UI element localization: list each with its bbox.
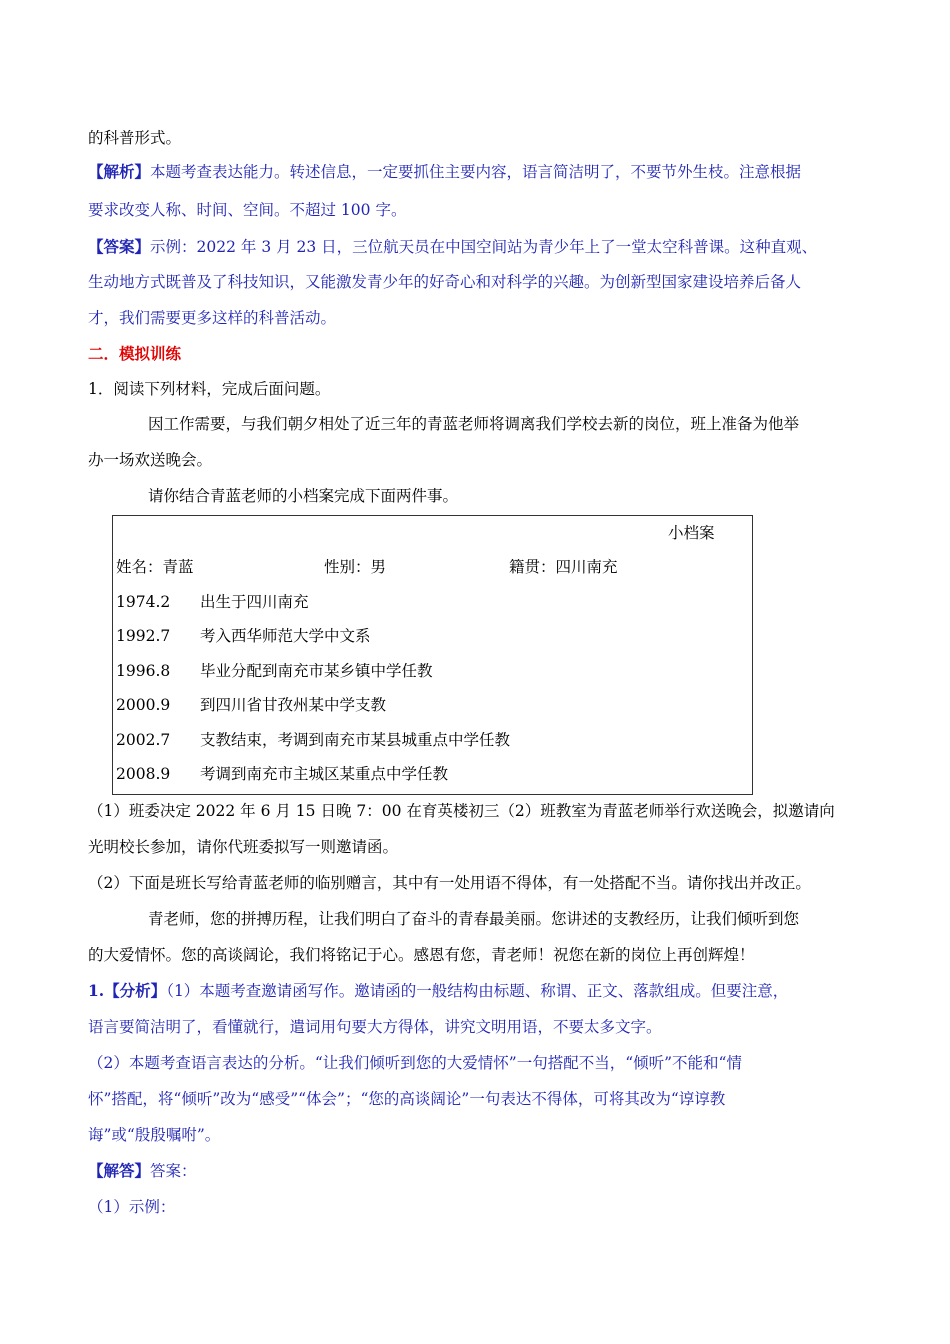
event-date: 2002.7 xyxy=(116,731,171,749)
solution-label: 1.【分析】 xyxy=(88,981,167,1000)
solution-line: （2）本题考查语言表达的分析。“让我们倾听到您的大爱情怀”一句搭配不当，“倾听”不能和“情 xyxy=(88,1054,742,1072)
event-text: 出生于四川南充 xyxy=(200,593,309,611)
analysis-text: 本题考查表达能力。转述信息，一定要抓住主要内容，语言简洁明了，不要节外生枝。注意根据 xyxy=(150,163,802,181)
profile-box xyxy=(112,515,753,795)
event-text: 考调到南充市主城区某重点中学任教 xyxy=(200,765,449,783)
answer-line: 才，我们需要更多这样的科普活动。 xyxy=(88,309,337,327)
answer-label: 【答案】 xyxy=(88,237,151,256)
solution-line: 怀”搭配，将“倾听”改为“感受”“体会”；“您的高谈阔论”一句表达不得体，可将其改为“谆谆教 xyxy=(88,1090,726,1108)
event-date: 1996.8 xyxy=(116,662,171,680)
profile-origin: 籍贯：四川南充 xyxy=(509,558,618,576)
material-paragraph: 办一场欢送晚会。 xyxy=(88,451,213,469)
analysis-line xyxy=(88,161,801,183)
farewell-message: 青老师，您的拼搏历程，让我们明白了奋斗的青春最美丽。您讲述的支教经历，让我们倾听到您 xyxy=(148,910,800,928)
material-paragraph: 请你结合青蓝老师的小档案完成下面两件事。 xyxy=(148,487,459,505)
solution-answer xyxy=(88,1160,197,1182)
farewell-message: 的大爱情怀。您的高谈阔论，我们将铭记于心。感恩有您，青老师！祝您在新的岗位上再创辉煌！ xyxy=(88,946,755,964)
task-2: （2）下面是班长写给青蓝老师的临别赠言，其中有一处用语不得体，有一处搭配不当。请你找出并改正。 xyxy=(88,874,811,892)
event-date: 1974.2 xyxy=(116,593,171,611)
analysis-line: 要求改变人称、时间、空间。不超过 100 字。 xyxy=(88,201,407,219)
profile-name: 姓名：青蓝 xyxy=(116,558,194,576)
material-paragraph: 因工作需要，与我们朝夕相处了近三年的青蓝老师将调离我们学校去新的岗位，班上准备为他举 xyxy=(148,415,800,433)
solution-line: 诲”或“殷殷嘱咐”。 xyxy=(88,1126,221,1144)
answer-line: 生动地方式既普及了科技知识，又能激发青少年的好奇心和对科学的兴趣。为创新型国家建设培养后备人 xyxy=(88,273,802,291)
solution-answer-text: 答案： xyxy=(150,1162,197,1180)
event-date: 2000.9 xyxy=(116,696,171,714)
profile-title: 小档案 xyxy=(668,524,715,542)
event-date: 1992.7 xyxy=(116,627,171,645)
solution-text: （1）本题考查邀请函写作。邀请函的一般结构由标题、称谓、正文、落款组成。但要注意， xyxy=(166,982,789,1000)
event-text: 支教结束，考调到南充市某县城重点中学任教 xyxy=(200,731,511,749)
section-title: 二．模拟训练 xyxy=(88,344,182,363)
task-1: （1）班委决定 2022 年 6 月 15 日晚 7：00 在育英楼初三（2）班教室为青蓝老师举行欢送晚会，拟邀请向 xyxy=(88,802,835,820)
solution-answer-label: 【解答】 xyxy=(88,1161,151,1180)
answer-line xyxy=(88,236,817,258)
text-line: 的科普形式。 xyxy=(88,129,182,147)
solution-line: 语言要简洁明了，看懂就行，遣词用句要大方得体，讲究文明用语，不要太多文字。 xyxy=(88,1018,662,1036)
answer-text: 示例：2022 年 3 月 23 日，三位航天员在中国空间站为青少年上了一堂太空科普课。这种直观、 xyxy=(150,238,818,256)
solution-line xyxy=(88,980,788,1002)
solution-answer: （1）示例： xyxy=(88,1198,176,1216)
event-text: 毕业分配到南充市某乡镇中学任教 xyxy=(200,662,433,680)
profile-gender: 性别：男 xyxy=(324,558,387,576)
question-1: 1．阅读下列材料，完成后面问题。 xyxy=(88,380,331,398)
analysis-label: 【解析】 xyxy=(88,162,151,181)
event-text: 考入西华师范大学中文系 xyxy=(200,627,371,645)
event-date: 2008.9 xyxy=(116,765,171,783)
task-1: 光明校长参加，请你代班委拟写一则邀请函。 xyxy=(88,838,399,856)
event-text: 到四川省甘孜州某中学支教 xyxy=(200,696,387,714)
